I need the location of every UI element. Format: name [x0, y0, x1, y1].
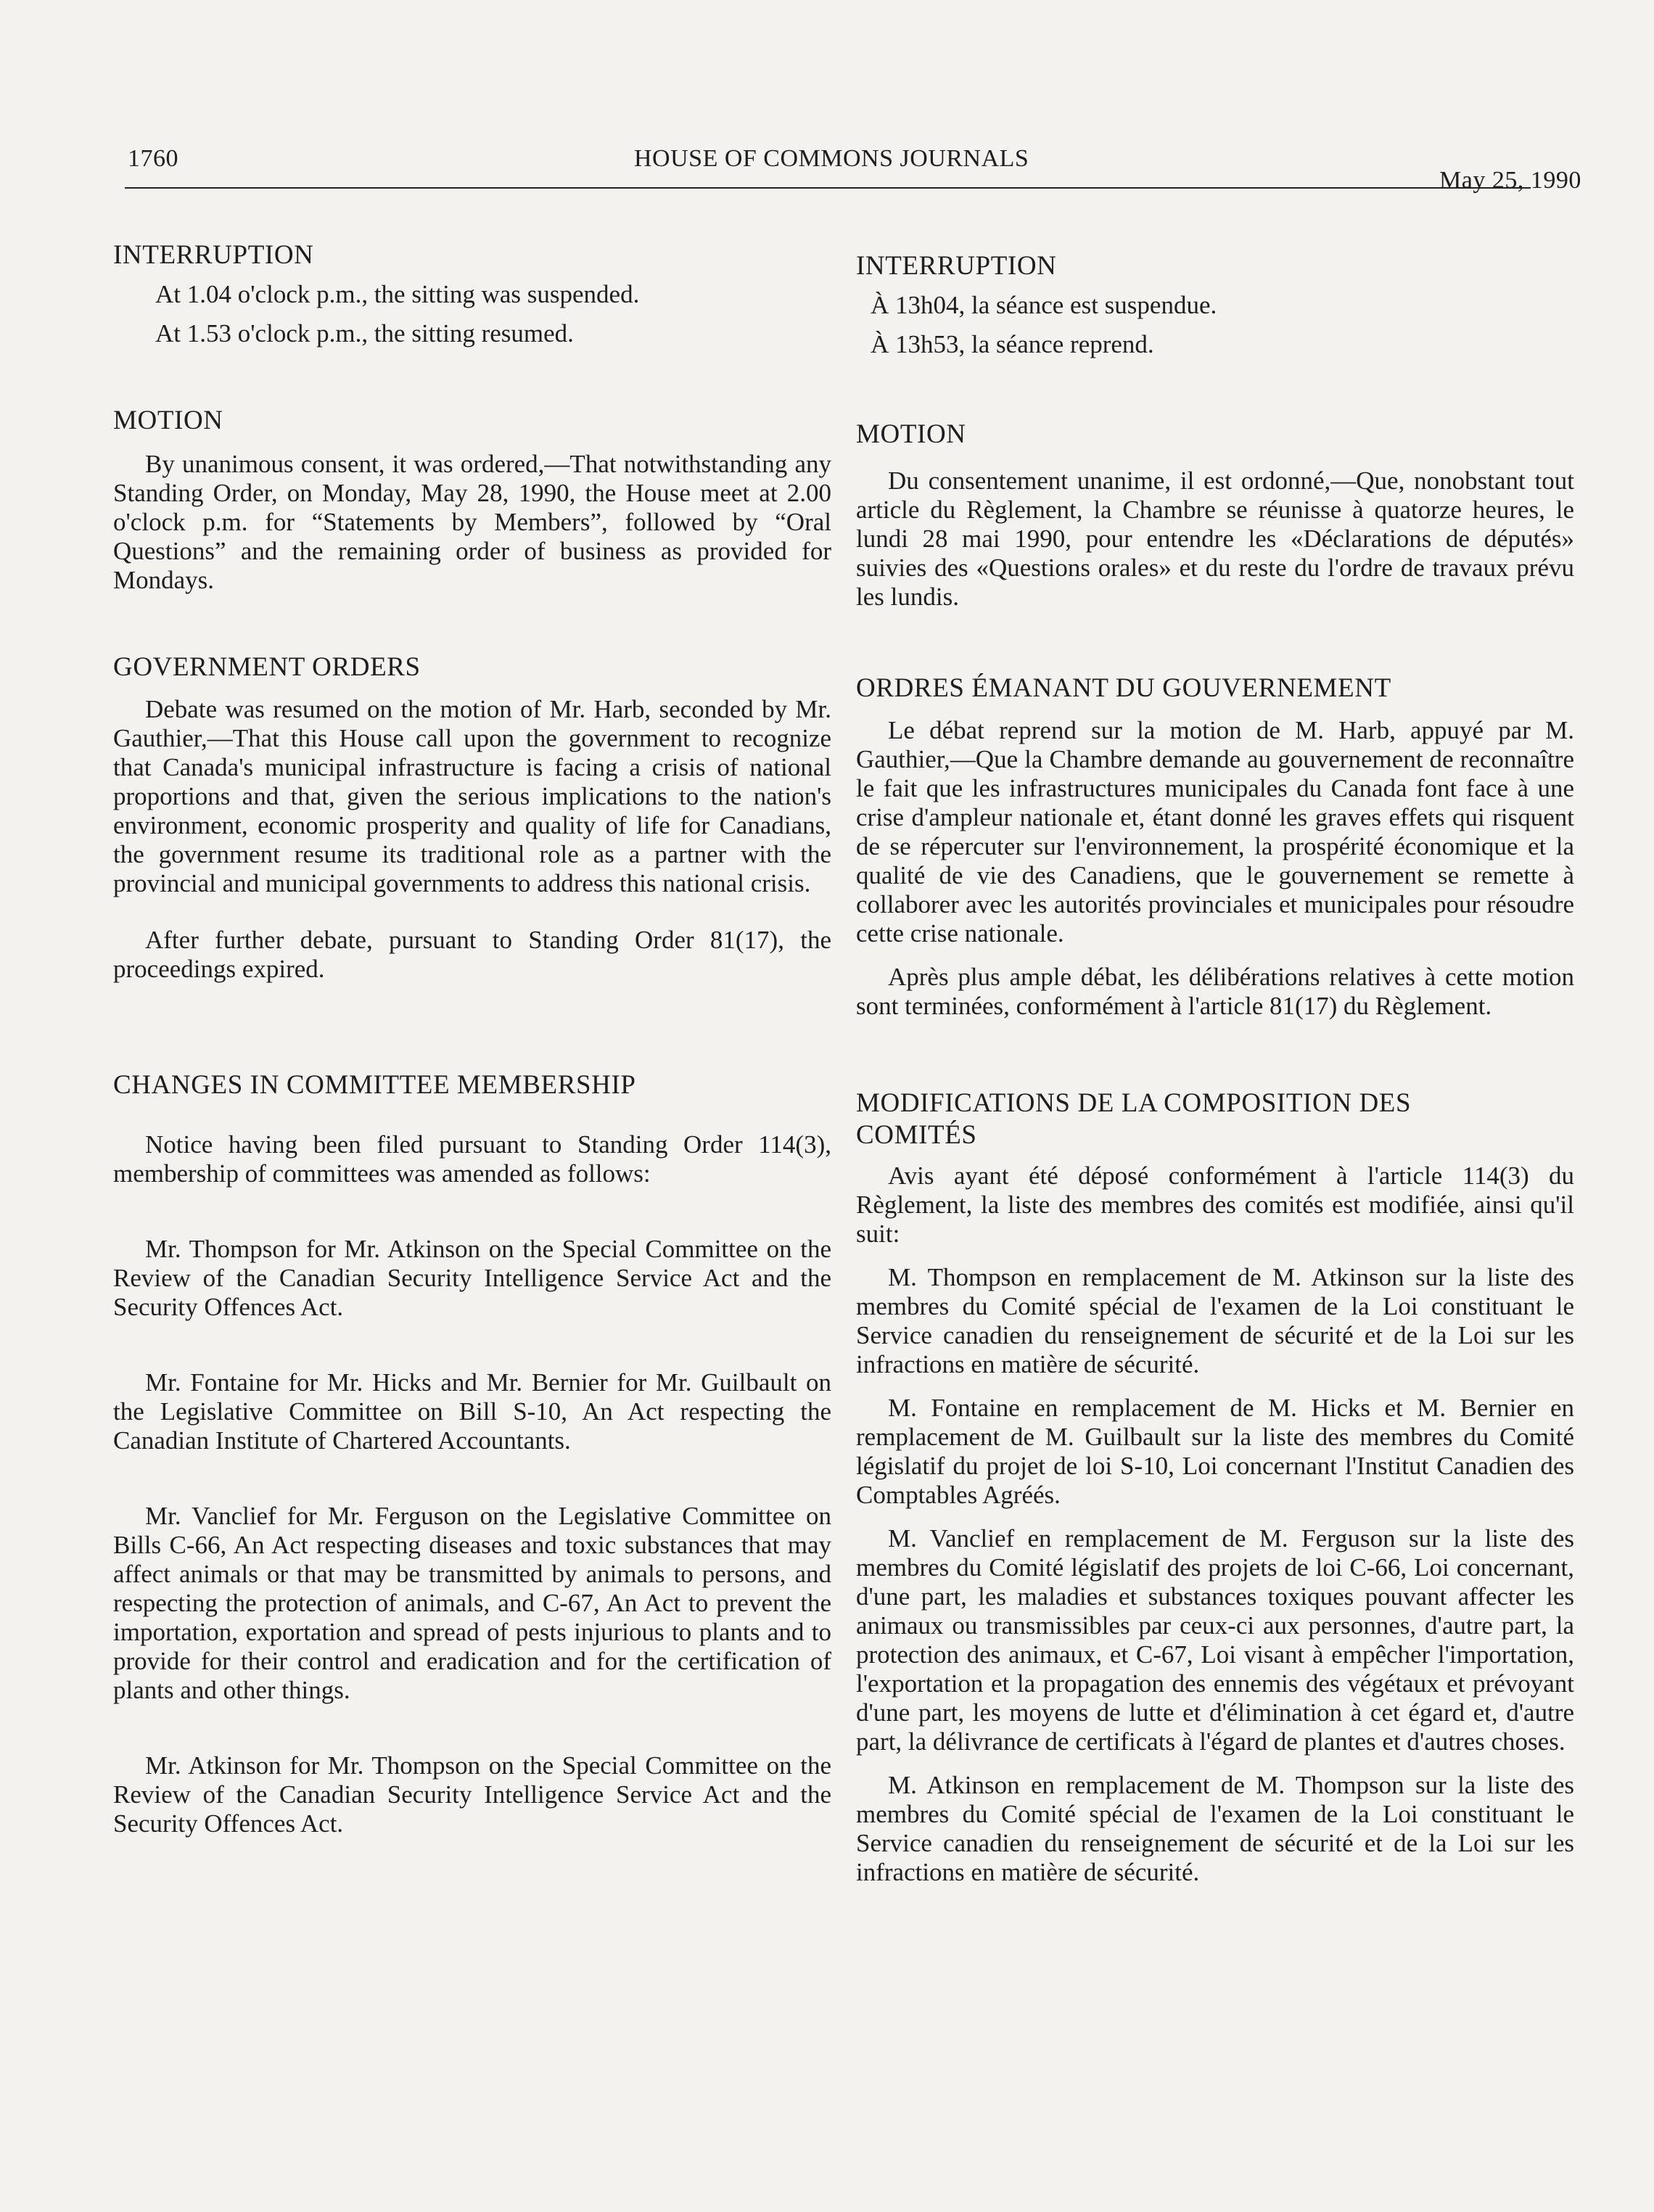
government-orders-text: Debate was resumed on the motion of Mr. Harb, seconded by Mr. Gauthier,—That this House call upon the government to recognize that Canada's municipal infrastructure is facing a crisis of national proportions and that, given the serious implications to the nation's environment, economic prosperity and quality of life for Canadians, the government resume its traditional role as a partner with the provincial and municipal governments to address this national crisis. — [113, 695, 831, 897]
government-orders-text-fr: Le débat reprend sur la motion de M. Harb, appuyé par M. Gauthier,—Que la Chambre demande au gouvernement de reconnaître le fait que les infrastructures municipales du Canada font face à une crise d'ampleur nationale et, étant donné les graves effets qui risquent de se répercuter sur l'environnement, la prospérité économique et la qualité de vie des Canadiens, que le gouvernement se remette à collaborer avec les autorités provinciales et municipales pour résoudre cette crise nationale. — [856, 716, 1574, 947]
committee-change-item-fr: M. Atkinson en remplacement de M. Thompson sur la liste des membres du Comité spécial de l'examen de la Loi constituant le Service canadien du renseignement de sécurité et de la Loi sur les infractions en matière de sécurité. — [856, 1771, 1574, 1886]
interruption-heading-fr: INTERRUPTION — [856, 251, 1057, 281]
committee-notice-fr: Avis ayant été déposé conformément à l'article 114(3) du Règlement, la liste des membres des comités est modifiée, ainsi qu'il suit: — [856, 1161, 1574, 1248]
motion-heading: MOTION — [113, 406, 223, 435]
government-orders-section-fr — [856, 673, 1574, 1021]
committee-change-item-fr: M. Vanclief en remplacement de M. Ferguson sur la liste des membres du Comité législatif des projets de loi C-66, Loi concernant, d'une part, les maladies et substances toxiques pouvant affecter les animaux ou transmissibles par ceux-ci aux personnes, d'autre part, la protection des animaux, et C-67, Loi visant à empêcher l'importation, l'exportation et la propagation des ennemis des végétaux et prévoyant d'une part, les moyens de lutte et d'élimination à cet égard et, d'autre part, la délivrance de certificats à l'égard de plantes et d'autres choses. — [856, 1524, 1574, 1756]
suspended-line: At 1.04 o'clock p.m., the sitting was suspended. — [155, 280, 640, 308]
interruption-heading: INTERRUPTION — [113, 240, 314, 270]
french-column — [856, 250, 1574, 1887]
committee-change-item: Mr. Fontaine for Mr. Hicks and Mr. Bernier for Mr. Guilbault on the Legislative Committee on Bill S-10, An Act respecting the Canadian Institute of Chartered Accountants. — [113, 1368, 831, 1455]
committee-section — [113, 1069, 831, 1838]
header-rule — [125, 187, 1531, 189]
committee-change-item-fr: M. Fontaine en remplacement de M. Hicks et M. Bernier en remplacement de M. Guilbault sur la liste des membres du Comité législatif du projet de loi S-10, Loi concernant l'Institut Canadien des Comptables Agréés. — [856, 1394, 1574, 1509]
further-debate-text-fr: Après plus ample débat, les délibérations relatives à cette motion sont terminées, conformément à l'article 81(17) du Règlement. — [856, 963, 1574, 1020]
committee-change-item-fr: M. Thompson en remplacement de M. Atkinson sur la liste des membres du Comité spécial de l'examen de la Loi constituant le Service canadien du renseignement de sécurité et de la Loi sur les infractions en matière de sécurité. — [856, 1263, 1574, 1378]
committee-heading: CHANGES IN COMMITTEE MEMBERSHIP — [113, 1070, 636, 1100]
interruption-section-fr — [856, 250, 1574, 359]
journal-title: HOUSE OF COMMONS JOURNALS — [634, 145, 1029, 172]
committee-change-item: Mr. Vanclief for Mr. Ferguson on the Legislative Committee on Bills C-66, An Act respecting diseases and toxic substances that may affect animals or that may be transmitted by animals to persons, and respecting the protection of animals, and C-67, An Act to prevent the importation, exportation and spread of pests injurious to plants and to provide for their control and eradication and for the certification of plants and other things. — [113, 1502, 831, 1704]
journal-date: May 25, 1990 — [1439, 167, 1581, 194]
motion-text: By unanimous consent, it was ordered,—That notwithstanding any Standing Order, on Monday, May 28, 1990, the House meet at 2.00 o'clock p.m. for “Statements by Members”, followed by “Oral Questions” and the remaining order of business as provided for Mondays. — [113, 450, 831, 594]
motion-heading-fr: MOTION — [856, 419, 966, 449]
government-orders-heading: GOVERNMENT ORDERS — [113, 652, 421, 682]
page-number: 1760 — [128, 145, 178, 172]
suspended-line-fr: À 13h04, la séance est suspendue. — [871, 291, 1217, 319]
motion-section-fr — [856, 419, 1574, 612]
committee-change-item: Mr. Thompson for Mr. Atkinson on the Special Committee on the Review of the Canadian Security Intelligence Service Act and the Security Offences Act. — [113, 1235, 831, 1321]
committee-heading-fr: MODIFICATIONS DE LA COMPOSITION DES COMITÉS — [856, 1088, 1412, 1150]
government-orders-section — [113, 651, 831, 984]
further-debate-text: After further debate, pursuant to Standing Order 81(17), the proceedings expired. — [113, 926, 831, 983]
committee-change-item: Mr. Atkinson for Mr. Thompson on the Special Committee on the Review of the Canadian Security Intelligence Service Act and the Security Offences Act. — [113, 1751, 831, 1838]
interruption-section — [113, 239, 831, 348]
committee-section-fr — [856, 1088, 1574, 1887]
resumed-line-fr: À 13h53, la séance reprend. — [871, 330, 1154, 358]
resumed-line: At 1.53 o'clock p.m., the sitting resumed. — [155, 319, 574, 348]
english-column — [113, 239, 831, 1838]
motion-section — [113, 405, 831, 595]
government-orders-heading-fr: ORDRES ÉMANANT DU GOUVERNEMENT — [856, 673, 1391, 703]
motion-text-fr: Du consentement unanime, il est ordonné,—Que, nonobstant tout article du Règlement, la Chambre se réunisse à quatorze heures, le lundi 28 mai 1990, pour entendre les «Déclarations de députés» suivies des «Questions orales» et du reste du l'ordre de travaux prévu les lundis. — [856, 466, 1574, 611]
committee-notice: Notice having been filed pursuant to Standing Order 114(3), membership of committees was amended as follows: — [113, 1130, 831, 1188]
